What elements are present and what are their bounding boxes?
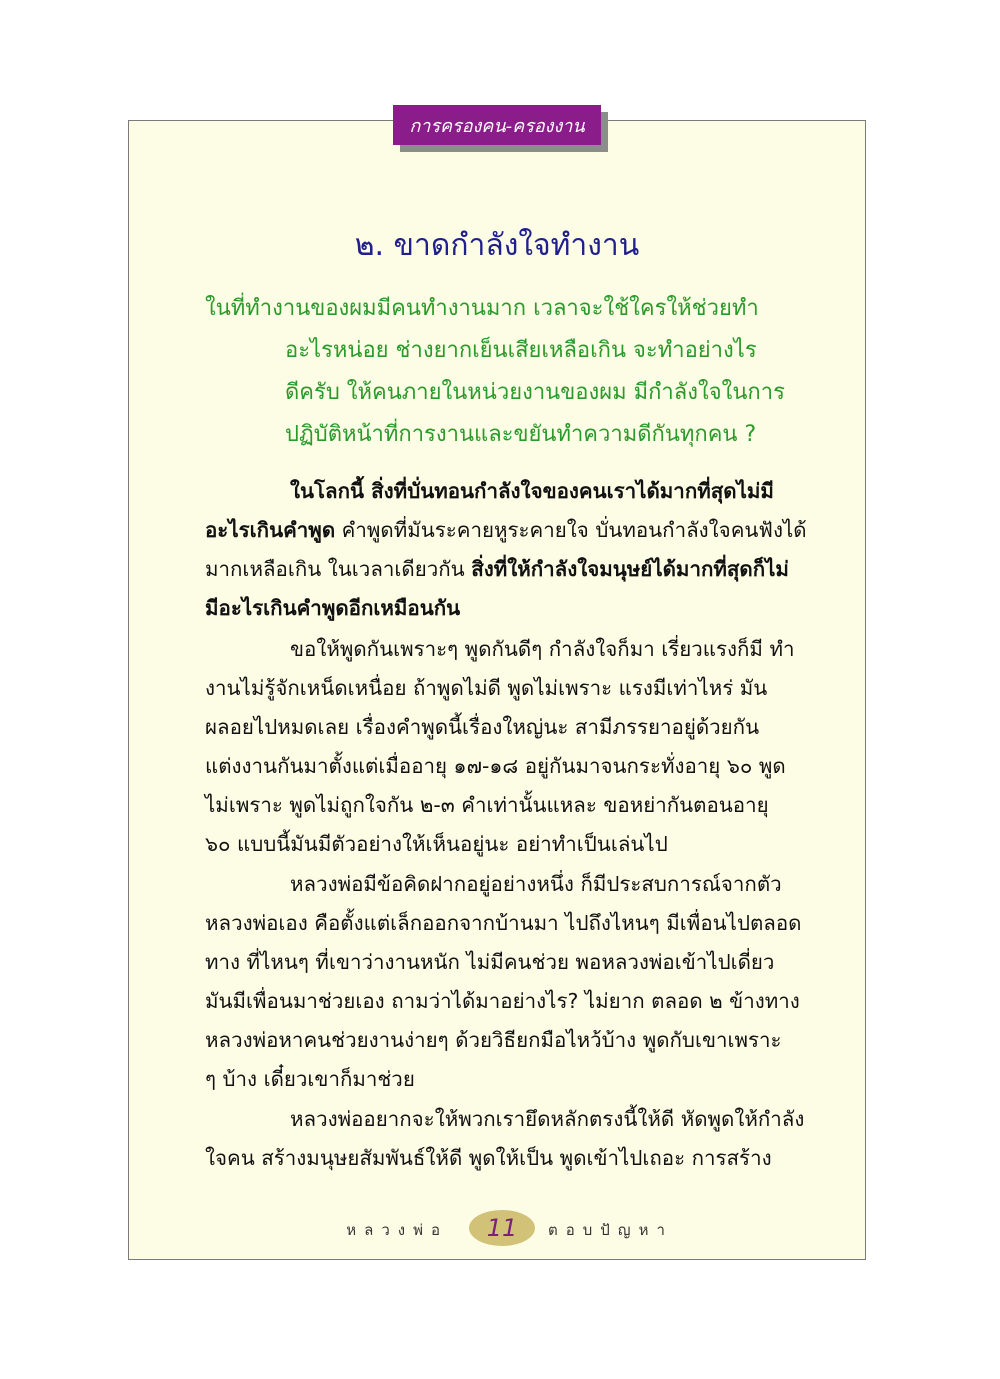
paragraph-line: หลวงพ่อหาคนช่วยงานง่ายๆ ด้วยวิธียกมือไหว้บ้าง พูดกับเขาเพราะ	[205, 1028, 782, 1052]
question-line: ในที่ทำงานของผมมีคนทำงานมาก เวลาจะใช้ใครให้ช่วยทำ	[205, 296, 759, 321]
question-line: ปฏิบัติหน้าที่การงานและขยันทำความดีกันทุกคน ?	[285, 422, 757, 447]
header-tab-label: การครองคน-ครองงาน	[409, 115, 585, 137]
page-number: 11	[486, 1214, 518, 1242]
paragraph-line: แต่งงานกันมาตั้งแต่เมื่ออายุ ๑๗-๑๘ อยู่กันมาจนกระทั่งอายุ ๖๐ พูด	[205, 754, 786, 778]
paragraph-line: ๖๐ แบบนี้มันมีตัวอย่างให้เห็นอยู่นะ อย่าทำเป็นเล่นไป	[205, 832, 668, 856]
paragraph-line: ทาง ที่ไหนๆ ที่เขาว่างานหนัก ไม่มีคนช่วย พอหลวงพ่อเข้าไปเดี่ยว	[205, 950, 775, 974]
text-run: มากเหลือเกิน ในเวลาเดียวกัน	[205, 557, 472, 581]
paragraph-line: ๆ บ้าง เดี๋ยวเขาก็มาช่วย	[205, 1067, 415, 1091]
question-line: ดีครับ ให้คนภายในหน่วยงานของผม มีกำลังใจในการ	[285, 380, 785, 405]
paragraph-line: มีอะไรเกินคำพูดอีกเหมือนกัน	[205, 596, 461, 620]
paragraph-line: หลวงพ่อมีข้อคิดฝากอยู่อย่างหนึ่ง ก็มีประสบการณ์จากตัว	[290, 872, 782, 896]
paragraph-line: ผลอยไปหมดเลย เรื่องคำพูดนี้เรื่องใหญ่นะ สามีภรรยาอยู่ด้วยกัน	[205, 715, 760, 739]
bold-phrase: อะไรเกินคำพูด	[205, 518, 336, 542]
paragraph-line	[205, 514, 807, 547]
page-footer	[128, 1208, 866, 1248]
paragraph-line: หลวงพ่อเอง คือตั้งแต่เล็กออกจากบ้านมา ไปถึงไหนๆ มีเพื่อนไปตลอด	[205, 911, 802, 935]
paragraph-line: ใจคน สร้างมนุษยสัมพันธ์ให้ดี พูดให้เป็น พูดเข้าไปเถอะ การสร้าง	[205, 1146, 772, 1170]
header-tab	[393, 105, 601, 145]
text-run: คำพูดที่มันระคายหูระคายใจ บั่นทอนกำลังใจคนฟังได้	[335, 518, 807, 542]
paragraph-line	[205, 553, 789, 586]
paragraph-line: ในโลกนี้ สิ่งที่บั่นทอนกำลังใจของคนเราได้มากที่สุดไม่มี	[290, 479, 774, 503]
bold-phrase: สิ่งที่ให้กำลังใจมนุษย์ได้มากที่สุดก็ไม่	[471, 557, 789, 581]
question-line: อะไรหน่อย ช่างยากเย็นเสียเหลือเกิน จะทำอย่างไร	[285, 338, 757, 363]
paragraph-line: หลวงพ่ออยากจะให้พวกเรายึดหลักตรงนี้ให้ดี หัดพูดให้กำลัง	[290, 1107, 805, 1131]
footer-left-text: หลวงพ่อ	[346, 1221, 448, 1239]
paragraph-line: งานไม่รู้จักเหน็ดเหนื่อย ถ้าพูดไม่ดี พูดไม่เพราะ แรงมีเท่าไหร่ มัน	[205, 676, 768, 700]
footer-right-text: ตอบปัญหา	[548, 1221, 673, 1239]
paragraph-line: มันมีเพื่อนมาช่วยเอง ถามว่าได้มาอย่างไร? ไม่ยาก ตลอด ๒ ข้างทาง	[205, 989, 800, 1013]
paragraph-line: ขอให้พูดกันเพราะๆ พูดกันดีๆ กำลังใจก็มา เรี่ยวแรงก็มี ทำ	[290, 637, 795, 661]
page-number-badge	[469, 1210, 535, 1246]
page-title: ๒. ขาดกำลังใจทำงาน	[354, 228, 640, 263]
paragraph-line: ไม่เพราะ พูดไม่ถูกใจกัน ๒-๓ คำเท่านั้นแหละ ขอหย่ากันตอนอายุ	[205, 793, 769, 817]
